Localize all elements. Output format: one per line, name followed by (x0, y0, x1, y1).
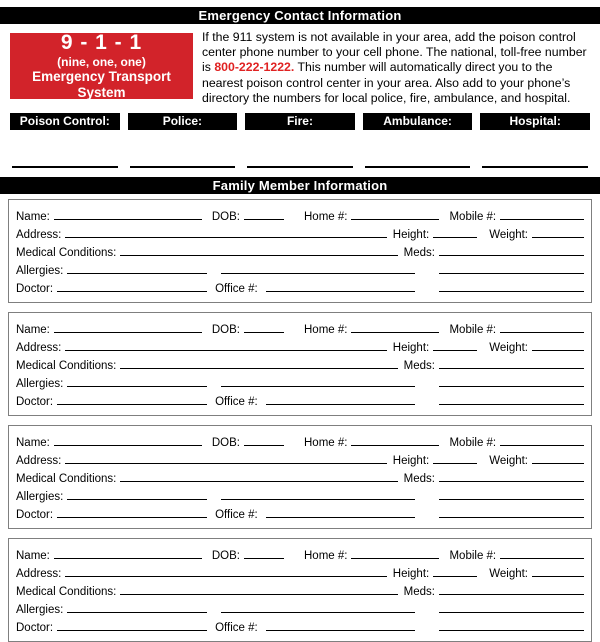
fire-blank-line (247, 166, 353, 168)
height-blank-line (433, 576, 477, 577)
member-row-allergies (16, 372, 584, 390)
member-row-allergies (16, 485, 584, 503)
mobile-phone-blank-line (500, 219, 584, 220)
meds-blank-line (439, 481, 584, 482)
section-header-emergency (0, 7, 600, 24)
family-member-block (8, 538, 592, 642)
office-phone-blank-line (266, 517, 415, 518)
home-phone-label: Home #: (304, 324, 348, 337)
right-column-blank-line (439, 273, 584, 274)
dob-blank-line (244, 558, 284, 559)
name-label: Name: (16, 324, 50, 337)
name-label: Name: (16, 550, 50, 563)
member-row-medical (16, 467, 584, 485)
doctor-label: Doctor: (16, 622, 54, 635)
dob-label: DOB: (211, 211, 240, 224)
address-blank-line (65, 237, 386, 238)
member-row-address (16, 449, 584, 467)
mobile-phone-blank-line (500, 445, 584, 446)
intro-text-before: If the 911 system is not available in your area, add the poison control center phone number to your cell phone. The national, toll-free number is (202, 30, 587, 75)
allergies-blank-line (67, 386, 207, 387)
member-row-doctor (16, 277, 584, 295)
poison-control-phone-number: 800-222-1222. (214, 60, 295, 75)
address-label: Address: (16, 455, 62, 468)
home-phone-blank-line (351, 558, 439, 559)
name-blank-line (54, 332, 202, 333)
address-label: Address: (16, 568, 62, 581)
dob-label: DOB: (211, 437, 240, 450)
meds-blank-line (439, 368, 584, 369)
home-phone-blank-line (351, 445, 439, 446)
hospital-blank-line (482, 166, 588, 168)
emergency-contact-form (0, 7, 600, 642)
doctor-blank-line (57, 291, 207, 292)
member-row-doctor (16, 503, 584, 521)
allergies-label: Allergies: (16, 378, 64, 391)
weight-blank-line (532, 350, 584, 351)
weight-label: Weight: (489, 342, 528, 355)
member-row-allergies (16, 259, 584, 277)
member-row-name (16, 318, 584, 336)
family-member-block (8, 199, 592, 303)
poison-control-blank-line (12, 166, 118, 168)
emergency-number: 9 - 1 - 1 (60, 30, 143, 54)
contact-label-poison-control: Poison Control: (10, 113, 120, 130)
medical-conditions-label: Medical Conditions: (16, 586, 117, 599)
doctor-label: Doctor: (16, 283, 54, 296)
office-phone-blank-line (266, 630, 415, 631)
ambulance-blank-line (365, 166, 471, 168)
weight-blank-line (532, 237, 584, 238)
member-row-doctor (16, 616, 584, 634)
family-member-block (8, 425, 592, 529)
allergies-extra-blank-line (221, 386, 415, 387)
right-column-blank-line (439, 404, 584, 405)
intro-section (10, 30, 592, 106)
medical-conditions-label: Medical Conditions: (16, 247, 117, 260)
doctor-blank-line (57, 404, 207, 405)
height-label: Height: (392, 229, 430, 242)
allergies-extra-blank-line (221, 273, 415, 274)
family-section-title: Family Member Information (212, 178, 388, 194)
office-phone-label: Office #: (215, 283, 258, 296)
medical-conditions-label: Medical Conditions: (16, 473, 117, 486)
medical-conditions-blank-line (120, 255, 397, 256)
mobile-phone-blank-line (500, 558, 584, 559)
doctor-label: Doctor: (16, 509, 54, 522)
height-blank-line (433, 237, 477, 238)
height-blank-line (433, 463, 477, 464)
medical-conditions-blank-line (120, 481, 397, 482)
section-header-family (0, 177, 600, 194)
office-phone-blank-line (266, 404, 415, 405)
home-phone-blank-line (351, 332, 439, 333)
member-row-address (16, 223, 584, 241)
address-label: Address: (16, 342, 62, 355)
name-label: Name: (16, 211, 50, 224)
emergency-section-title: Emergency Contact Information (198, 8, 402, 23)
doctor-blank-line (57, 630, 207, 631)
right-column-blank-line (439, 612, 584, 613)
address-blank-line (65, 350, 386, 351)
contact-label-ambulance: Ambulance: (363, 113, 473, 130)
contact-label-police: Police: (128, 113, 238, 130)
height-label: Height: (392, 342, 430, 355)
allergies-extra-blank-line (221, 612, 415, 613)
meds-label: Meds: (403, 586, 435, 599)
right-column-blank-line (439, 291, 584, 292)
meds-blank-line (439, 594, 584, 595)
mobile-phone-label: Mobile #: (449, 437, 497, 450)
meds-label: Meds: (403, 473, 435, 486)
dob-label: DOB: (211, 550, 240, 563)
contact-label-hospital: Hospital: (480, 113, 590, 130)
member-row-medical (16, 241, 584, 259)
allergies-label: Allergies: (16, 604, 64, 617)
intro-text-after: This number will automatically direct you to the nearest poison control center in your area. Also add to your phone’s directory the numbers for local police, fire, ambulance, and hospital. (202, 60, 571, 105)
police-blank-line (130, 166, 236, 168)
mobile-phone-label: Mobile #: (449, 550, 497, 563)
weight-label: Weight: (489, 568, 528, 581)
nine-one-one-box (10, 30, 193, 100)
weight-label: Weight: (489, 229, 528, 242)
mobile-phone-label: Mobile #: (449, 324, 497, 337)
member-row-address (16, 562, 584, 580)
height-blank-line (433, 350, 477, 351)
allergies-extra-blank-line (221, 499, 415, 500)
dob-blank-line (244, 332, 284, 333)
doctor-blank-line (57, 517, 207, 518)
contact-label-fire: Fire: (245, 113, 355, 130)
member-row-name (16, 205, 584, 223)
right-column-blank-line (439, 630, 584, 631)
mobile-phone-blank-line (500, 332, 584, 333)
office-phone-label: Office #: (215, 622, 258, 635)
medical-conditions-label: Medical Conditions: (16, 360, 117, 373)
meds-label: Meds: (403, 360, 435, 373)
height-label: Height: (392, 568, 430, 581)
right-column-blank-line (439, 386, 584, 387)
weight-blank-line (532, 463, 584, 464)
member-row-address (16, 336, 584, 354)
mobile-phone-label: Mobile #: (449, 211, 497, 224)
family-members-list (8, 199, 592, 642)
allergies-label: Allergies: (16, 491, 64, 504)
allergies-blank-line (67, 499, 207, 500)
allergies-label: Allergies: (16, 265, 64, 278)
dob-label: DOB: (211, 324, 240, 337)
home-phone-label: Home #: (304, 437, 348, 450)
family-member-block (8, 312, 592, 416)
member-row-medical (16, 354, 584, 372)
name-blank-line (54, 445, 202, 446)
allergies-blank-line (67, 612, 207, 613)
member-row-name (16, 544, 584, 562)
member-row-name (16, 431, 584, 449)
name-label: Name: (16, 437, 50, 450)
right-column-blank-line (439, 517, 584, 518)
address-label: Address: (16, 229, 62, 242)
member-row-medical (16, 580, 584, 598)
intro-paragraph (202, 30, 592, 106)
name-blank-line (54, 219, 202, 220)
dob-blank-line (244, 445, 284, 446)
home-phone-blank-line (351, 219, 439, 220)
member-row-allergies (16, 598, 584, 616)
contact-blank-lines-row (12, 166, 588, 168)
office-phone-blank-line (266, 291, 415, 292)
office-phone-label: Office #: (215, 396, 258, 409)
allergies-blank-line (67, 273, 207, 274)
name-blank-line (54, 558, 202, 559)
office-phone-label: Office #: (215, 509, 258, 522)
weight-label: Weight: (489, 455, 528, 468)
address-blank-line (65, 463, 386, 464)
right-column-blank-line (439, 499, 584, 500)
emergency-number-words: (nine, one, one) (57, 54, 146, 69)
doctor-label: Doctor: (16, 396, 54, 409)
medical-conditions-blank-line (120, 368, 397, 369)
home-phone-label: Home #: (304, 550, 348, 563)
dob-blank-line (244, 219, 284, 220)
contact-labels-row (10, 113, 590, 130)
meds-blank-line (439, 255, 584, 256)
member-row-doctor (16, 390, 584, 408)
medical-conditions-blank-line (120, 594, 397, 595)
emergency-number-caption: Emergency Transport System (32, 68, 171, 100)
weight-blank-line (532, 576, 584, 577)
home-phone-label: Home #: (304, 211, 348, 224)
meds-label: Meds: (403, 247, 435, 260)
height-label: Height: (392, 455, 430, 468)
address-blank-line (65, 576, 386, 577)
